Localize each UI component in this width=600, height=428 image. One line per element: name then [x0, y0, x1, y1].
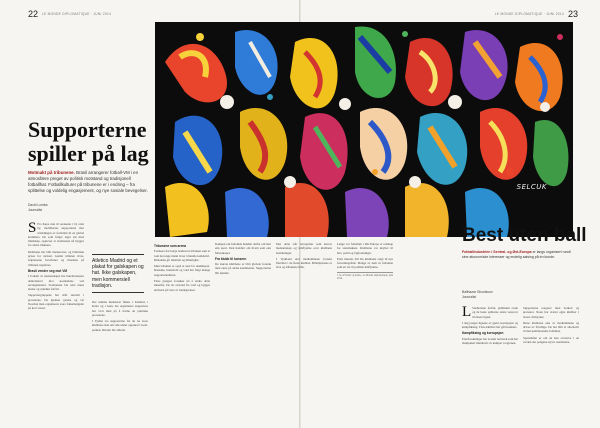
body-paragraph: Lenge var fotballen i Øst-Europa et redskap for statsmakten. Klubbene var knyttet til hær, politi og fagforeninger.: [337, 242, 393, 255]
left-column-2: [92, 300, 148, 334]
left-masthead: LE MONDE DIPLOMATIQUE · JUNI 2014: [42, 12, 112, 16]
subheading: Brasil vender seg mot VM: [28, 268, 67, 273]
right-lede-kicker: Fotballindustrien i Sentral- og Øst-Europa: [462, 250, 532, 254]
left-byline-role: Journalist: [28, 207, 43, 212]
body-paragraph: I dag preges ligaene av gjeld, korrupsjon og kampfiksing. Flere klubber har gått konkurs.: [462, 320, 518, 330]
artist-signature: SELCUK: [516, 183, 547, 191]
body-paragraph: I Tyrkia sto supporterne fra de tre store klubbene side om side under opprøret i Gezi-parken. Rivaler ble allierte.: [92, 319, 148, 332]
subheading: Kampfiksing og korrupsjon: [462, 331, 504, 336]
right-byline-role: Journalist: [462, 294, 477, 299]
left-lede-kicker: Motmakt på tribunene.: [28, 170, 75, 175]
left-lede-text: Brasil arrangerer fotball-VM i en atmosfære preget av politisk motstand og tradisjonell fotballhat. Fotballkulturer på tribunene er i endring – fra splittelse og voldelig engasjement, og nye sosiale bevegelser.: [28, 170, 148, 193]
body-paragraph: Supporterne reagerer med boikott og protester. Noen har startet egne klubber i lavere divisjoner.: [523, 306, 579, 319]
body-paragraph: Etterforskninger har avslørt nettverk som har manipulert hundrevis av kamper i regionen.: [462, 336, 518, 346]
right-article-columns: [462, 306, 579, 347]
drop-cap: L: [462, 304, 472, 320]
body-paragraph: De største klubbene er blitt globale foretak med eiere på andre kontinenter. Supporterne blir kunder.: [215, 262, 271, 275]
left-page-number: 22: [28, 9, 39, 19]
body-paragraph: Etter murens fall ble klubbene solgt til nye forretningsfolk. Mange av dem så fotballen som en vei til politisk innflytelse.: [337, 256, 393, 270]
body-paragraph: I Tyskland eier medlemmene fortsatt flertallet i de fleste klubber. Billettprisene er lave og tribunene fulle.: [276, 256, 332, 270]
left-article-columns-b: [92, 300, 148, 334]
body-paragraph: Fra Kapa nok til arenaene i by etter by, mobiliseres supporterne mot utviklingen av fotballen til en global kommers. De som følger laget sitt med lidenskap, opplever at stadionene nå bygges for andre tilskuere.: [28, 222, 84, 248]
right-byline-name: Balthazar Ghoulsson: [462, 290, 493, 294]
body-paragraph: Det samme mønsteret finnes i Istanbul, i Kairo og i Aten, der organiserte supportere har vært med på å forme de politiske protestene.: [92, 300, 148, 317]
center-column-3: [276, 242, 332, 294]
right-lede: [462, 250, 574, 260]
right-masthead: LE MONDE DIPLOMATIQUE · JUNI 2014: [494, 12, 564, 16]
body-paragraph: Spørsmålet er om de kan overleve i en verden der pengene styrer resultatene.: [523, 335, 579, 345]
body-paragraph: I forkant av mesterskapet har hundretusener demonstrert mot kostnadene ved arrangementet. Stadionene ble reist mens skoler og sykehus forfalt.: [28, 274, 84, 292]
body-paragraph: Forskere har lenge beskrevet tribunen som et rom der unge menn lærer å handle kollektivt. Ritualene gir identitet og tilhørighet.: [154, 249, 210, 262]
footnote: 1 Se «Fotball og makt», Le Monde diplomatique, juni 2014.: [337, 273, 393, 281]
body-paragraph: Flere grupper forsøker nå å endre dette innenfra. De tar avstand fra vold og bygger nettverk på tvers av landegrenser.: [154, 279, 210, 292]
subheading: Fra klubb til konsern: [215, 256, 247, 261]
football-players-illustration: [155, 22, 573, 237]
subheading: Tribunene som arena: [154, 244, 187, 248]
body-paragraph: Mot dette står bevegelser som krever medeierskap og innflytelse over klubbens beslutninger.: [276, 242, 332, 255]
center-column-4: [337, 242, 393, 294]
right-column-2: [523, 306, 579, 347]
center-article-columns: [154, 242, 393, 294]
body-paragraph: Supportergruppene har stått sentralt i protestene. De kjenner gatene og vet hvordan man organiserer store folkemengder på kort varsel.: [28, 293, 84, 311]
illustration-artwork: [155, 22, 573, 237]
left-article-columns-a: [28, 222, 84, 313]
body-paragraph: Kampen om fotballen handler derfor om mer enn sport. Den handler om hvem som eier fellesskapet.: [215, 242, 271, 255]
right-headline: Best uten ball: [462, 225, 587, 246]
left-byline-name: David Lomba: [28, 203, 48, 207]
body-paragraph: Disse klubbene eies av medlemmene og drives av frivillige. De har blitt et alternativ til den kommersielle fotballen.: [523, 320, 579, 334]
pull-quote: Atletico Madrid og et plakat for galskapen og hat. Ikke galskapen, men kommersiell tradisjon.: [92, 254, 144, 293]
left-lede: [28, 170, 148, 194]
body-paragraph: Stadionene forfalt, publikum svant og de beste spillerne reiste vestover til rikere ligaer.: [472, 306, 518, 319]
left-column-1: [28, 222, 84, 313]
center-column-2: [215, 242, 271, 294]
body-paragraph: Klubbene har blitt merkevarer, og billettene prises for turister. Gamle tribuner rives, ståplassene forsvinner og ritualene på tribunen reguleres.: [28, 249, 84, 267]
right-lede-text: er langs organisert rundt sine økonomiske interesser og endelig satsing på én kunde.: [462, 250, 571, 259]
left-headline: Supporterne spiller på lag: [28, 117, 149, 166]
right-page-number: 23: [567, 9, 578, 19]
drop-cap: S: [28, 220, 37, 236]
right-byline: [462, 290, 493, 299]
body-paragraph: Men tribunen er også et sted for eksklusjon. Rasisme, homofobi og vold har fulgt mange supporterkulturer.: [154, 264, 210, 277]
left-byline: [28, 203, 47, 212]
center-column-1: [154, 242, 210, 294]
right-column-1: [462, 306, 518, 347]
